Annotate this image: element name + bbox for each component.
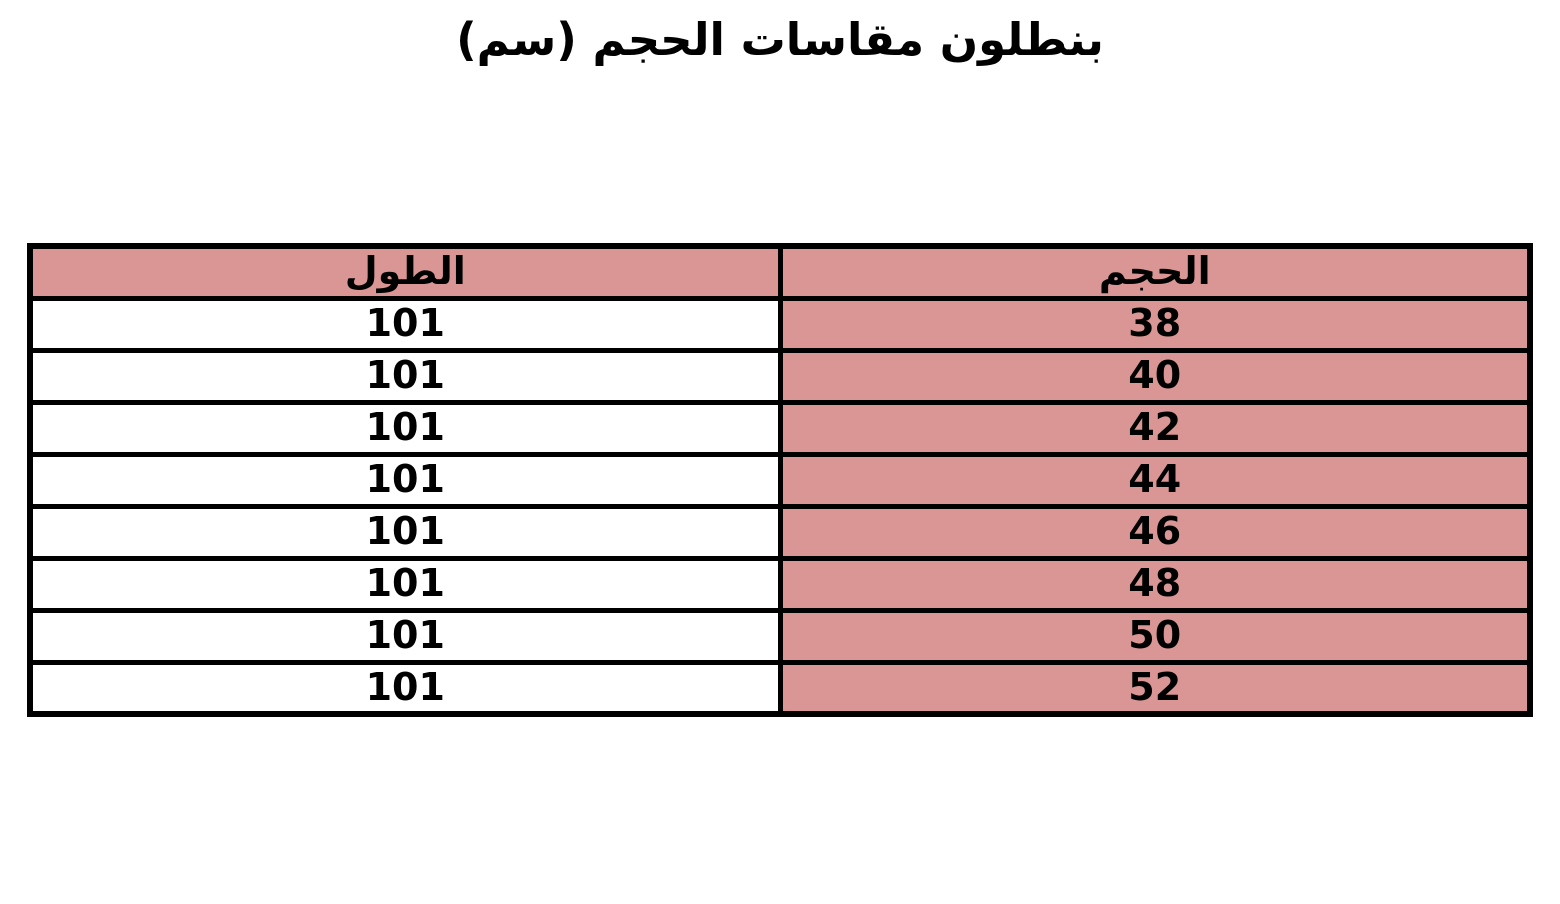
table-row <box>30 662 1530 714</box>
size-chart <box>27 243 1533 717</box>
length-cell: 101 <box>30 506 780 558</box>
page-title: بنطلون مقاسات الحجم (سم) <box>456 13 1104 66</box>
header-row <box>30 246 1530 298</box>
length-cell: 101 <box>30 558 780 610</box>
size-cell: 46 <box>780 506 1530 558</box>
size-cell: 38 <box>780 298 1530 350</box>
length-cell: 101 <box>30 662 780 714</box>
table-row <box>30 506 1530 558</box>
table-row <box>30 454 1530 506</box>
length-cell: 101 <box>30 454 780 506</box>
size-cell: 42 <box>780 402 1530 454</box>
size-cell: 40 <box>780 350 1530 402</box>
table-row <box>30 558 1530 610</box>
table-row <box>30 350 1530 402</box>
table-row <box>30 402 1530 454</box>
length-cell: 101 <box>30 610 780 662</box>
size-cell: 50 <box>780 610 1530 662</box>
table-row <box>30 610 1530 662</box>
length-cell: 101 <box>30 350 780 402</box>
length-column-header: الطول <box>30 246 780 298</box>
size-column-header: الحجم <box>780 246 1530 298</box>
size-chart-table <box>27 243 1533 717</box>
size-cell: 44 <box>780 454 1530 506</box>
length-cell: 101 <box>30 402 780 454</box>
size-cell: 52 <box>780 662 1530 714</box>
size-cell: 48 <box>780 558 1530 610</box>
table-row <box>30 298 1530 350</box>
length-cell: 101 <box>30 298 780 350</box>
